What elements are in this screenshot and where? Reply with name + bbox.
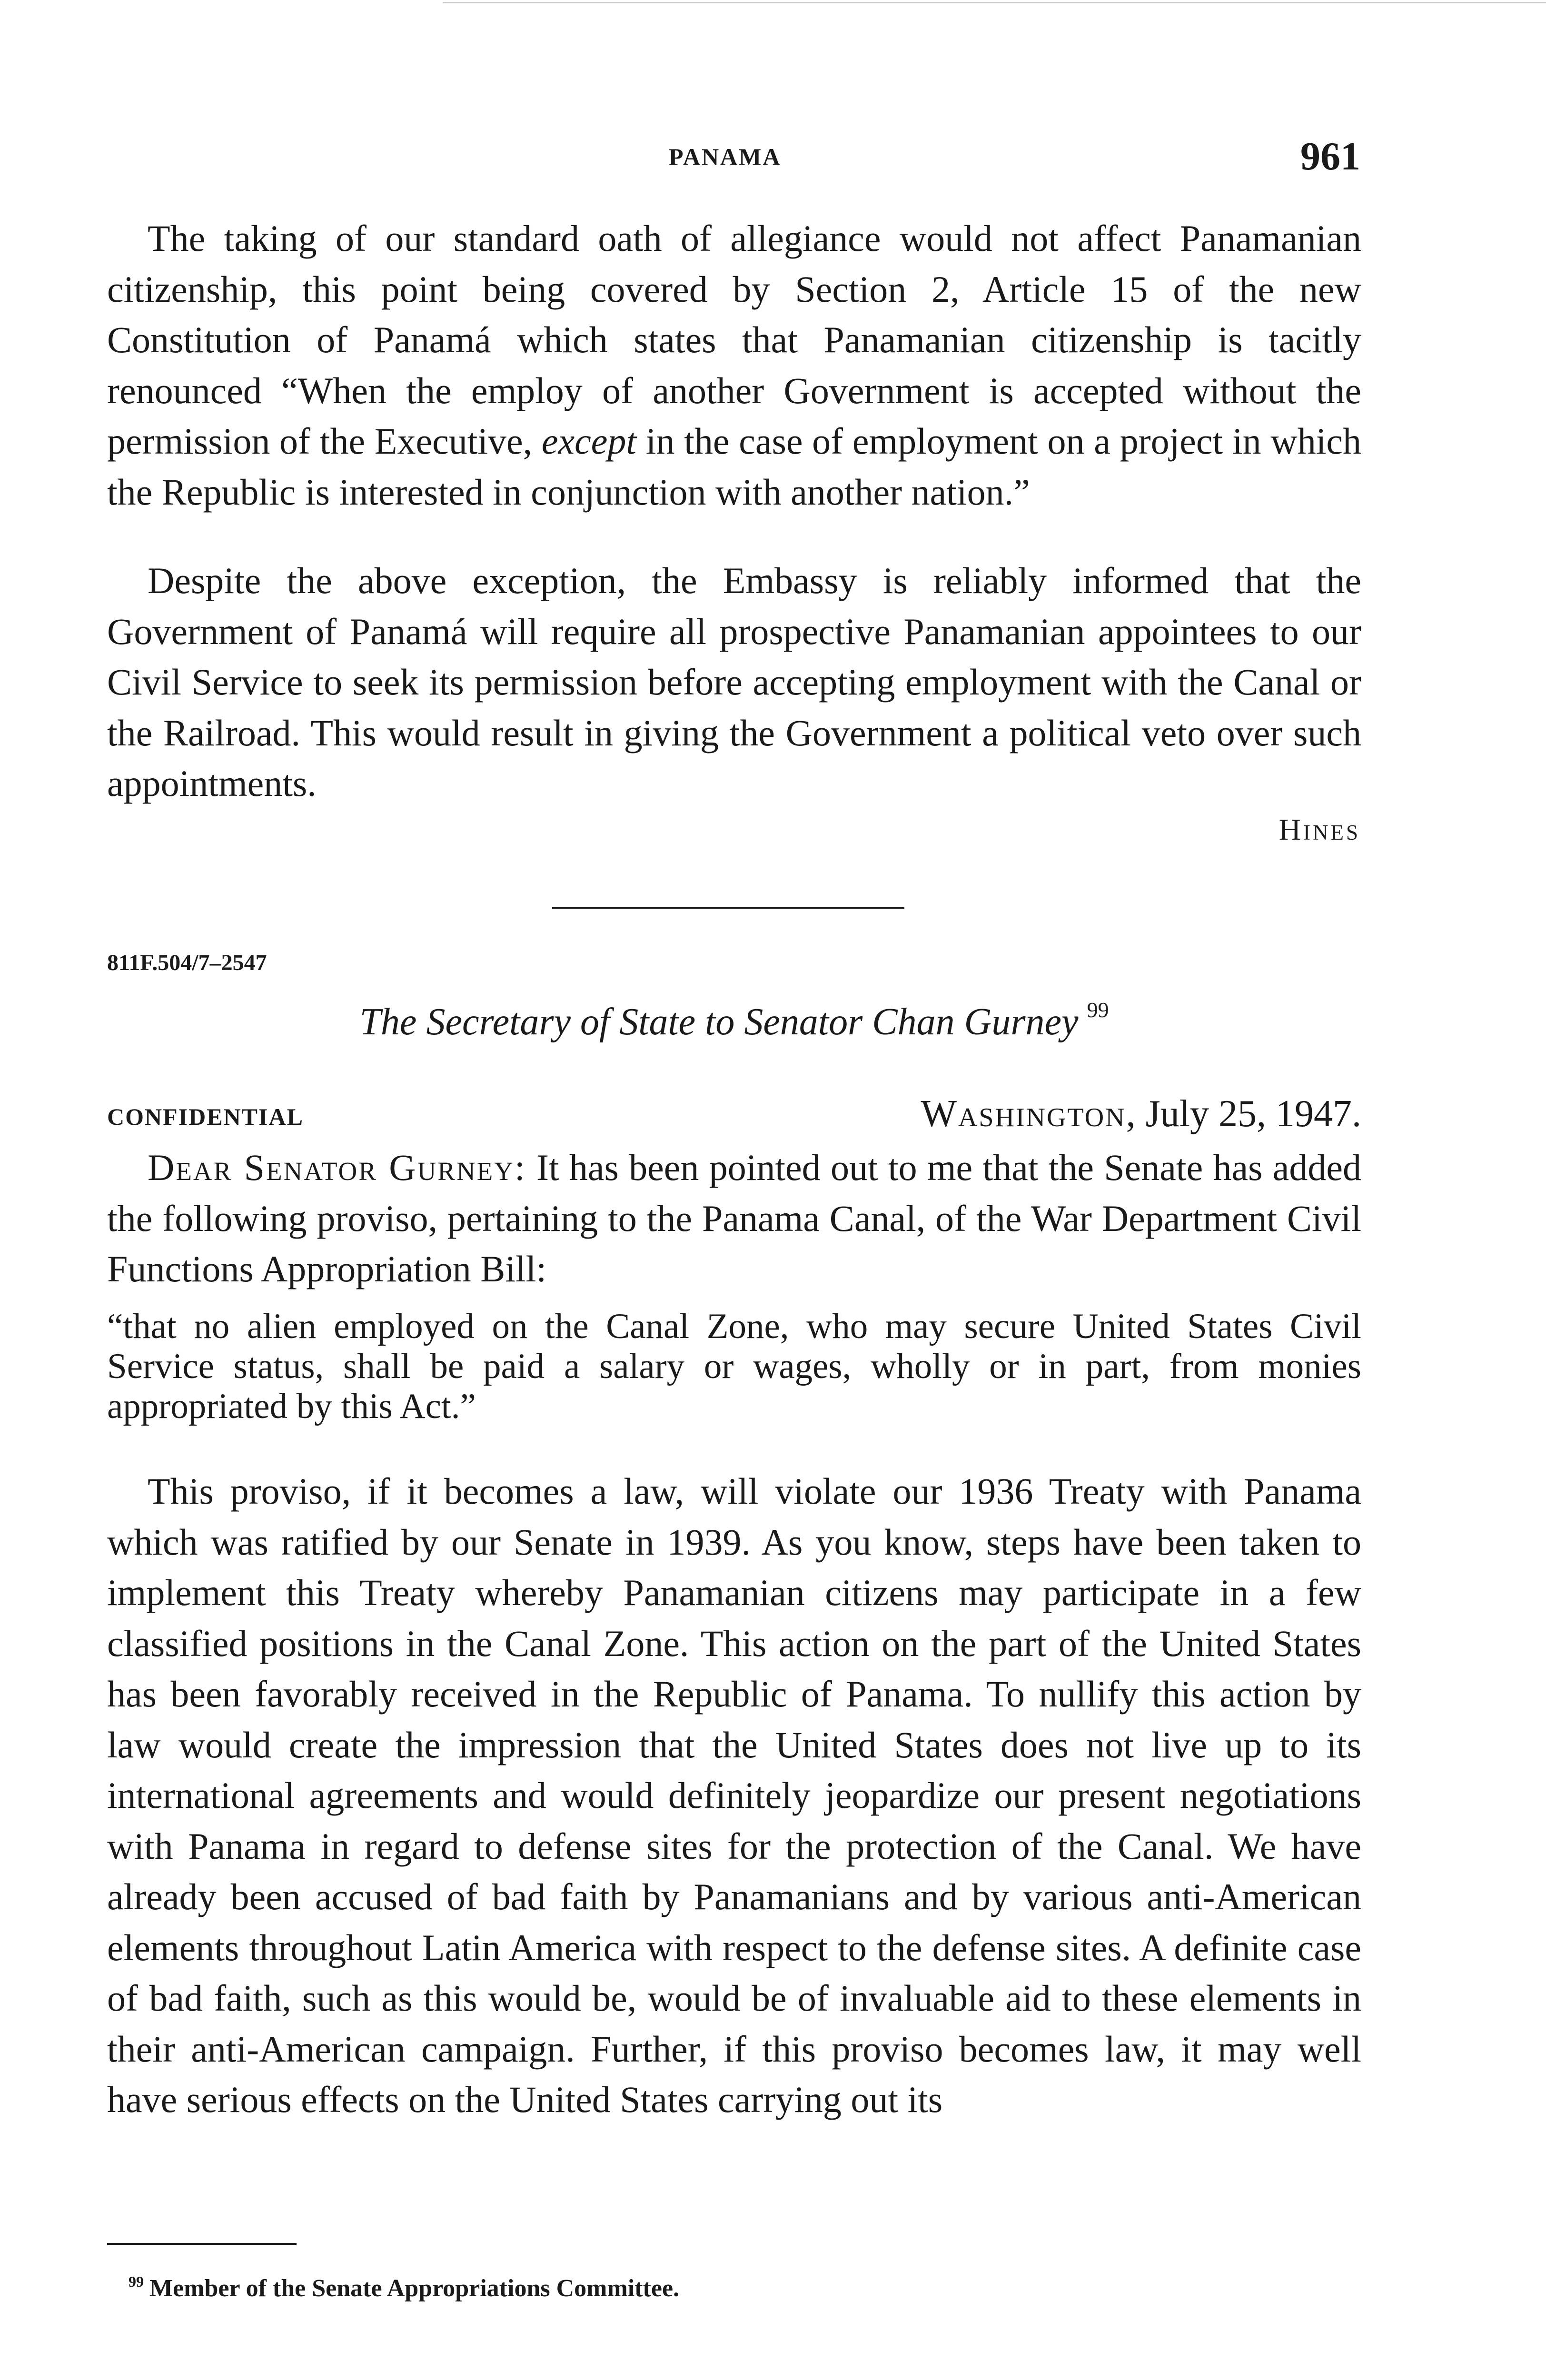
proviso-quote: “that no alien employed on the Canal Zone, who may secure United States Civil Service status, shall be paid a salary or wages, wholly or in part, from monies appropriated by this Act.”	[107, 1307, 1361, 1426]
emphasis-except: except	[541, 420, 637, 462]
footnote	[129, 2273, 679, 2302]
scan-edge-line	[443, 2, 1546, 3]
paragraph-embassy-informed: Despite the above exception, the Embassy is reliably informed that the Government of Panamá will require all prospective Panamanian appointees to our Civil Service to seek its permission before accepting employment with the Canal or the Railroad. This would result in giving the Government a political veto over such appointments.	[107, 560, 1361, 804]
page-number: 961	[1300, 134, 1360, 178]
paragraph-treaty-violation: This proviso, if it becomes a law, will violate our 1936 Treaty with Panama which was ratified by our Senate in 1939. As you know, steps have been taken to implement this Treaty whereby Panamanian citizens may participate in a few classified positions in the Canal Zone. This action on the part of the United States has been favorably received in the Republic of Panama. To nullify this action by law would create the impression that the United States does not live up to its international agreements and would definitely jeopardize our present negotiations with Panama in regard to defense sites for the protection of the Canal. We have already been accused of bad faith by Panamanians and by various anti-American elements throughout Latin America with respect to the defense sites. A definite case of bad faith, such as this would be, would be of invaluable aid to these elements in their anti-American campaign. Further, if this proviso becomes law, it may well have serious effects on the United States carrying out its	[107, 1470, 1361, 2120]
document-title-text: The Secretary of State to Senator Chan Gurney	[359, 1001, 1079, 1043]
paragraph-proviso-intro: It has been pointed out to me that the Senate has added the following proviso, pertaining to the Panama Canal, of the War Department Civil Functions Appropriation Bill:	[107, 1147, 1362, 1289]
footnote-rule	[107, 2243, 297, 2245]
page-header	[0, 133, 1546, 186]
paragraph-oath-citizenship: The taking of our standard oath of allegiance would not affect Panamanian citizenship, this point being covered by Section 2, Article 15 of the new Constitution of Panamá which states that Panamanian citizenship is tacitly renounced “When the employ of another Government is accepted without the permission of the Executive, except in the case of employment on a project in which the Republic is interested in conjunction with another nation.”	[107, 218, 1361, 513]
running-head: PANAMA	[669, 143, 782, 170]
dateline-date: July 25, 1947.	[1145, 1093, 1361, 1135]
signature-hines: Hines	[1278, 813, 1360, 846]
footnote-text: Member of the Senate Appropriations Committee.	[149, 2275, 680, 2302]
salutation: Dear Senator Gurney:	[148, 1147, 526, 1188]
letter-meta-row	[107, 1092, 1361, 1145]
dateline	[921, 1092, 1361, 1136]
section-divider	[552, 907, 904, 909]
paragraph-salutation	[107, 1142, 1361, 1295]
title-footnote-ref: 99	[1087, 998, 1109, 1022]
classification-label: CONFIDENTIAL	[107, 1103, 304, 1130]
dateline-city: Washington,	[921, 1093, 1137, 1135]
document-title	[107, 997, 1361, 1044]
footnote-number: 99	[129, 2273, 144, 2290]
file-number: 811F.504/7–2547	[107, 950, 267, 975]
